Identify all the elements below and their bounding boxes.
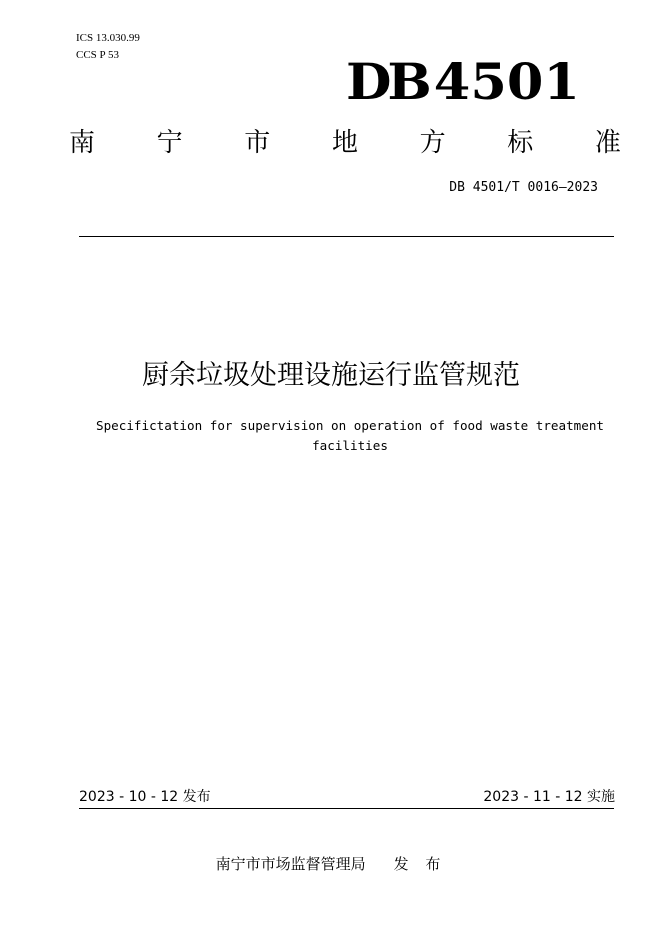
issuing-authority (0, 854, 662, 874)
document-title-english: Specifictation for supervision on operation of food waste treatment facilities (96, 418, 604, 453)
db-region-code: 4501 (433, 52, 580, 111)
db-standard-logo (346, 52, 580, 112)
publish-date: 2023 - 10 - 12 发布 (79, 789, 211, 805)
standard-number: DB 4501/T 0016—2023 (449, 180, 598, 195)
standard-type-char: 方 (419, 128, 446, 158)
implementation-date: 2023 - 11 - 12 实施 (483, 789, 615, 805)
db-prefix: DB (346, 52, 428, 111)
standard-type-char: 市 (244, 128, 271, 158)
ccs-code: CCS P 53 (76, 49, 120, 61)
standard-type-heading (62, 126, 628, 160)
standard-type-char: 标 (507, 128, 534, 158)
issuer-name: 南宁市市场监督管理局 (215, 855, 366, 873)
standard-type-char: 准 (594, 128, 621, 158)
standard-type-char: 宁 (156, 128, 183, 158)
document-title-chinese: 厨余垃圾处理设施运行监管规范 (142, 360, 520, 391)
header-divider (79, 236, 614, 237)
issuer-action: 发 布 (393, 855, 447, 873)
standard-type-char: 南 (68, 128, 95, 158)
footer-divider (79, 808, 614, 809)
ics-code: ICS 13.030.99 (76, 32, 140, 44)
standard-type-char: 地 (331, 128, 358, 158)
